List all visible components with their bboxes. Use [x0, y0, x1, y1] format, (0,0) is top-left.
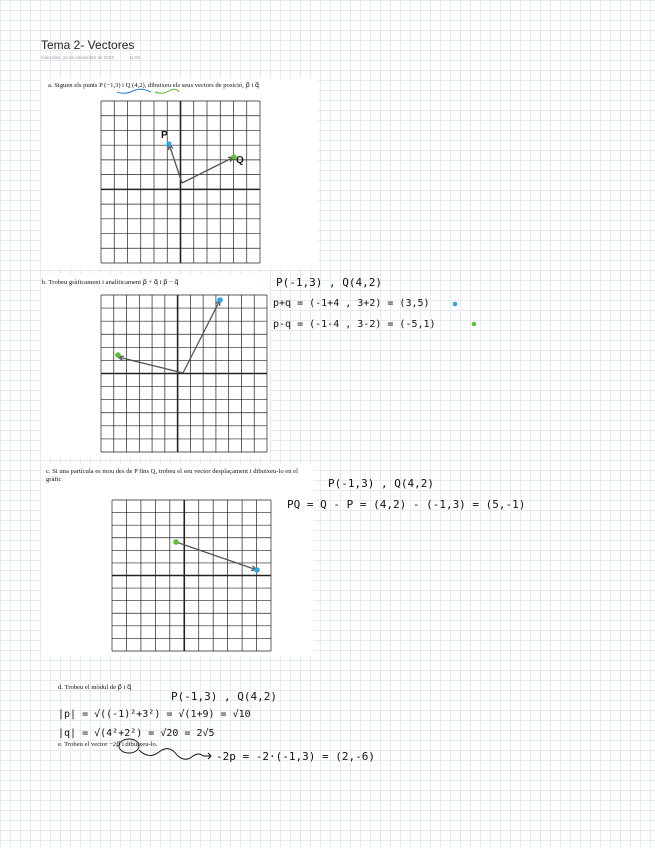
hw-c-pq: PQ = Q - P = (4,2) - (-1,3) = (5,-1): [287, 498, 526, 511]
hw-e-calc: -2p = -2·(-1,3) = (2,-6): [216, 750, 375, 763]
graph-b: [101, 295, 267, 452]
question-a-text: a. Siguen els punts P (−1,3) i Q (4,2), dibuixeu els seus vectors de posició, p⃗ i q⃗: [48, 82, 260, 89]
page-title: Tema 2- Vectores: [41, 38, 135, 52]
point-q-end: [254, 567, 260, 573]
question-d-text: d. Trobeu el mòdul de p⃗ i q⃗: [58, 684, 132, 691]
hw-b-sum-dot: [453, 302, 458, 307]
label-q: Q: [236, 155, 244, 166]
question-d-card: [52, 680, 272, 752]
arrow-icon: [203, 753, 211, 759]
hw-b-diff-dot: [472, 322, 477, 327]
point-p-minus-q: [115, 352, 121, 358]
hw-b-sum: p+q = (-1+4 , 3+2) = (3,5): [273, 298, 430, 309]
hw-c-points: P(-1,3) , Q(4,2): [328, 477, 434, 490]
graph-a: [101, 101, 260, 263]
label-p: P: [161, 130, 168, 141]
page-meta: [41, 55, 154, 60]
question-b-text: b. Trobeu gràficament i analíticament p⃗ + q⃗ i p⃗ − q⃗: [42, 279, 179, 286]
page-time: 11:03: [129, 55, 140, 60]
question-c-text: c. Si una partícula es mou des de P fins Q, trobeu el seu vector desplaçament i dibuixeu-lo en el gràfic: [46, 468, 298, 483]
point-p-start: [173, 539, 179, 545]
hw-d-points: P(-1,3) , Q(4,2): [171, 690, 277, 703]
graph-c: [112, 500, 271, 651]
point-p: [166, 141, 171, 146]
hw-d-q: |q| = √(4²+2²) = √20 = 2√5: [58, 728, 215, 739]
question-e-text: e. Trobeu el vector −2p⃗ i dibuixeu-lo.: [58, 741, 158, 748]
page-date: miércoles, 15 de noviembre de 2023: [41, 55, 114, 60]
hw-b-points: P(-1,3) , Q(4,2): [276, 276, 382, 289]
point-p-plus-q: [217, 297, 223, 303]
hw-d-p: |p| = √((-1)²+3²) = √(1+9) = √10: [58, 709, 251, 720]
hw-b-diff: p-q = (-1-4 , 3-2) = (-5,1): [273, 319, 436, 330]
